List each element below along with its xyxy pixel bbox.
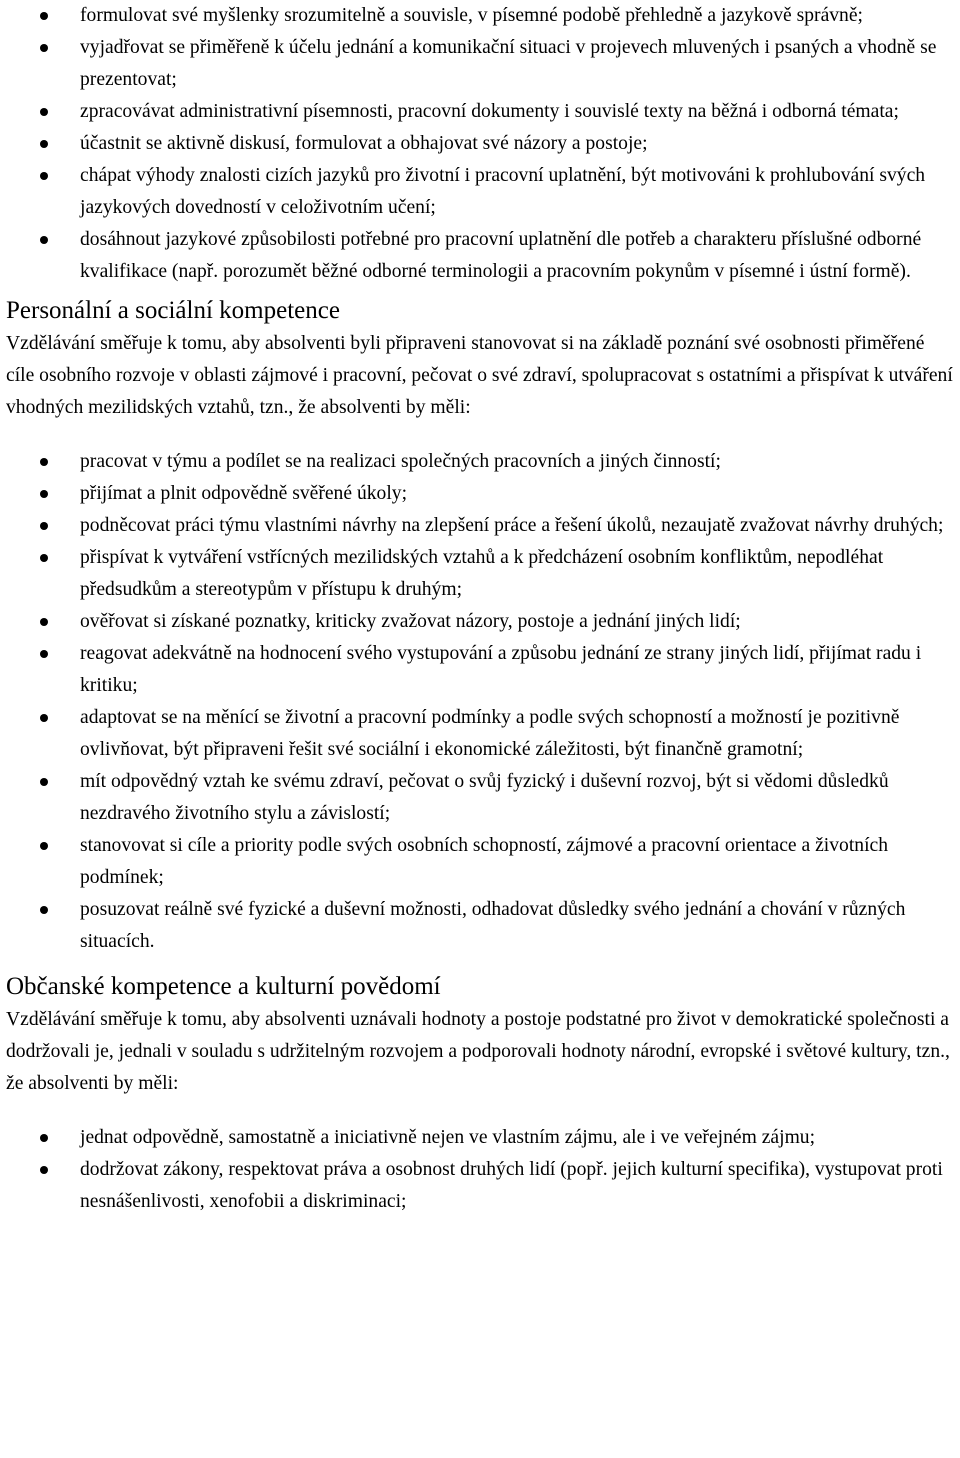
bullet-icon (40, 522, 48, 530)
list-item (6, 510, 954, 542)
communication-competence-list (6, 0, 954, 288)
list-item (6, 128, 954, 160)
bullet-icon (40, 714, 48, 722)
section-heading-civic: Občanské kompetence a kulturní povědomí (6, 973, 441, 1000)
list-item-text: adaptovat se na měnící se životní a pracovní podmínky a podle svých schopností a možností je pozitivně ovlivňovat, být připraveni řešit své sociální i ekonomické záležitosti, být finančně gramotní; (80, 707, 900, 760)
list-item-text: dosáhnout jazykové způsobilosti potřebné pro pracovní uplatnění dle potřeb a charakteru příslušné odborné kvalifikace (např. porozumět běžné odborné terminologii a pracovním pokynům v písemné i ústní formě). (80, 229, 922, 282)
list-item-text: ověřovat si získané poznatky, kriticky zvažovat názory, postoje a jednání jiných lidí; (80, 611, 741, 632)
list-item (6, 1122, 954, 1154)
spacer (6, 1100, 954, 1122)
bullet-icon (40, 1134, 48, 1142)
list-item-text: přijímat a plnit odpovědně svěřené úkoly; (80, 483, 408, 504)
bullet-icon (40, 650, 48, 658)
bullet-icon (40, 490, 48, 498)
bullet-icon (40, 554, 48, 562)
bullet-icon (40, 1166, 48, 1174)
list-item-text: chápat výhody znalosti cizích jazyků pro životní i pracovní uplatnění, být motivováni k prohlubování svých jazykových dovedností v celoživotním učení; (80, 165, 926, 218)
list-item-text: jednat odpovědně, samostatně a iniciativně nejen ve vlastním zájmu, ale i ve veřejném zájmu; (80, 1127, 816, 1148)
list-item-text: pracovat v týmu a podílet se na realizaci společných pracovních a jiných činností; (80, 451, 721, 472)
list-item-text: dodržovat zákony, respektovat práva a osobnost druhých lidí (popř. jejich kulturní specifika), vystupovat proti nesnášenlivosti, xenofobii a diskriminaci; (80, 1159, 943, 1212)
civic-competence-list (6, 1122, 954, 1218)
list-item (6, 1154, 954, 1218)
list-item (6, 638, 954, 702)
list-item-text: posuzovat reálně své fyzické a duševní možnosti, odhadovat důsledky svého jednání a chování v různých situacích. (80, 899, 906, 952)
list-item (6, 830, 954, 894)
section-intro-civic: Vzdělávání směřuje k tomu, aby absolventi uznávali hodnoty a postoje podstatné pro život v demokratické společnosti a dodržovali je, jednali v souladu s udržitelným rozvojem a podporovali hodnoty národní, evropské i světové kultury, tzn., že absolventi by měli: (6, 1009, 950, 1094)
bullet-icon (40, 140, 48, 148)
list-item (6, 32, 954, 96)
list-item (6, 96, 954, 128)
bullet-icon (40, 12, 48, 20)
list-item-text: mít odpovědný vztah ke svému zdraví, pečovat o svůj fyzický i duševní rozvoj, být si vědomi důsledků nezdravého životního stylu a závislostí; (80, 771, 889, 824)
bullet-icon (40, 778, 48, 786)
list-item (6, 224, 954, 288)
list-item (6, 894, 954, 958)
list-item-text: zpracovávat administrativní písemnosti, pracovní dokumenty i souvislé texty na běžná i odborná témata; (80, 101, 899, 122)
bullet-icon (40, 618, 48, 626)
list-item (6, 702, 954, 766)
list-item (6, 0, 954, 32)
list-item-text: účastnit se aktivně diskusí, formulovat a obhajovat své názory a postoje; (80, 133, 648, 154)
bullet-icon (40, 44, 48, 52)
section-intro-personal: Vzdělávání směřuje k tomu, aby absolventi byli připraveni stanovovat si na základě poznání své osobnosti přiměřené cíle osobního rozvoje v oblasti zájmové i pracovní, pečovat o své zdraví, spolupracovat s ostatními a přispívat k utváření vhodných mezilidských vztahů, tzn., že absolventi by měli: (6, 333, 953, 418)
list-item (6, 766, 954, 830)
bullet-icon (40, 108, 48, 116)
list-item-text: vyjadřovat se přiměřeně k účelu jednání a komunikační situaci v projevech mluvených i psaných a vhodně se prezentovat; (80, 37, 937, 90)
list-item-text: stanovovat si cíle a priority podle svých osobních schopností, zájmové a pracovní orientace a životních podmínek; (80, 835, 889, 888)
list-item (6, 160, 954, 224)
spacer (6, 424, 954, 446)
list-item (6, 446, 954, 478)
list-item-text: podněcovat práci týmu vlastními návrhy na zlepšení práce a řešení úkolů, nezaujatě zvažovat návrhy druhých; (80, 515, 944, 536)
list-item (6, 478, 954, 510)
list-item (6, 542, 954, 606)
bullet-icon (40, 458, 48, 466)
spacer (6, 958, 954, 964)
bullet-icon (40, 906, 48, 914)
list-item (6, 606, 954, 638)
bullet-icon (40, 842, 48, 850)
bullet-icon (40, 172, 48, 180)
list-item-text: formulovat své myšlenky srozumitelně a souvisle, v písemné podobě přehledně a jazykově správně; (80, 5, 863, 26)
list-item-text: přispívat k vytváření vstřícných mezilidských vztahů a k předcházení osobním konfliktům, nepodléhat předsudkům a stereotypům v přístupu k druhým; (80, 547, 884, 600)
personal-competence-list (6, 446, 954, 958)
section-heading-personal: Personální a sociální kompetence (6, 297, 340, 324)
bullet-icon (40, 236, 48, 244)
list-item-text: reagovat adekvátně na hodnocení svého vystupování a způsobu jednání ze strany jiných lidí, přijímat radu i kritiku; (80, 643, 922, 696)
